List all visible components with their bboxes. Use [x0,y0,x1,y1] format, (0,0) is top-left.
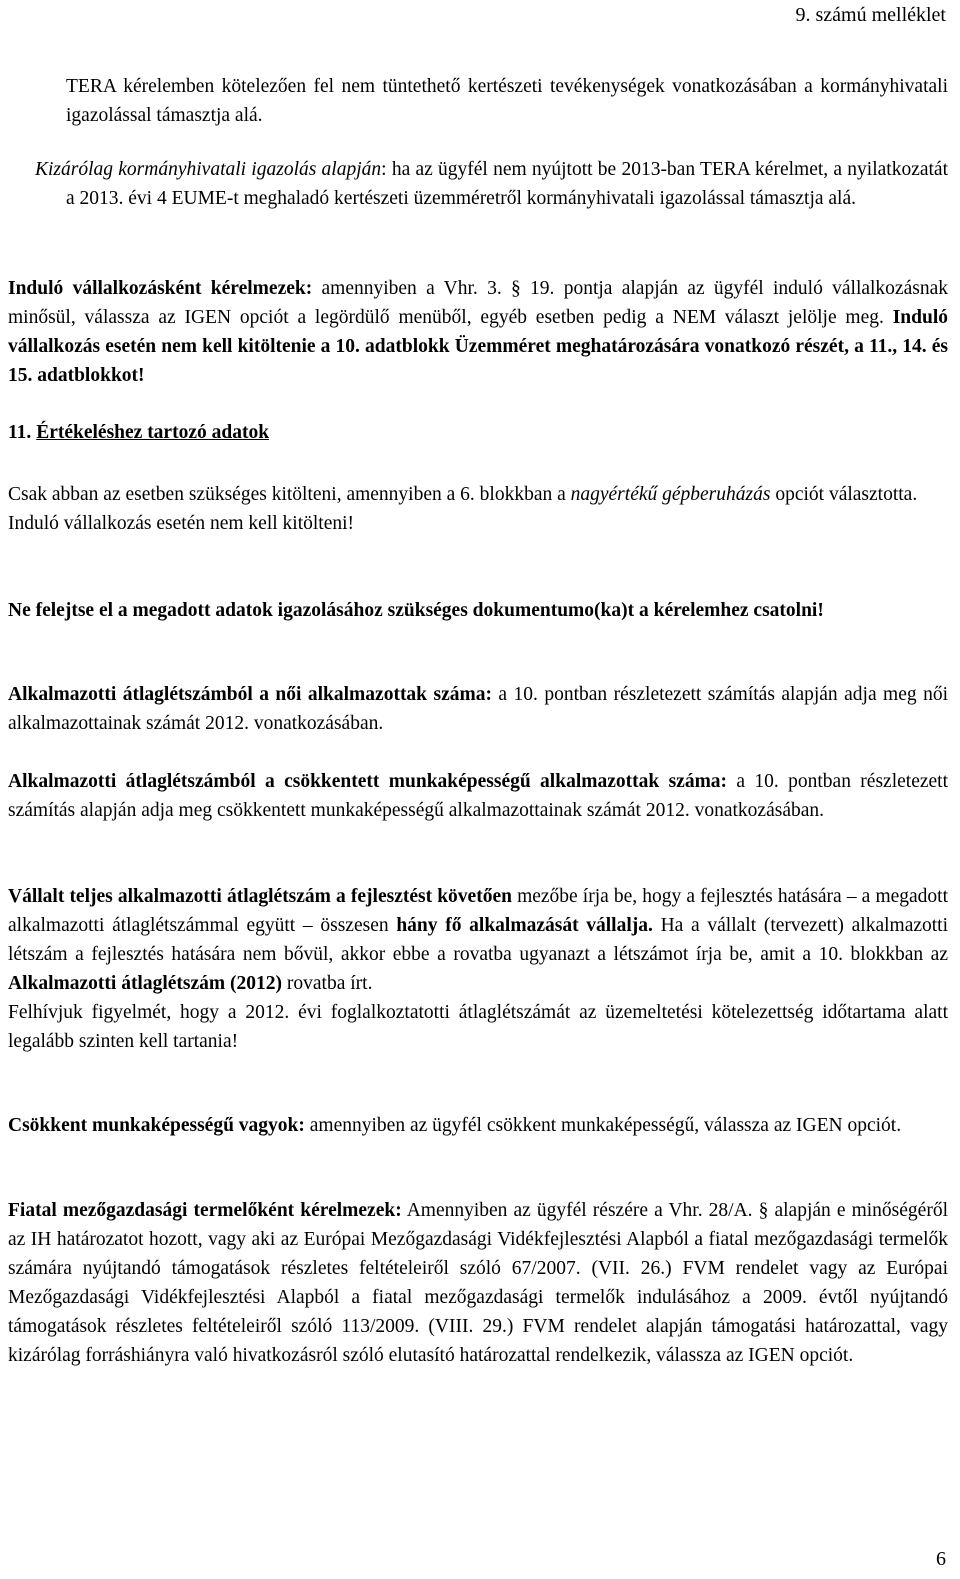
csak-italic: nagyértékű gépberuházás [570,484,771,505]
fiatal-bold: Fiatal mezőgazdasági termelőként kérelmezek: [8,1200,402,1221]
csokkent-vagyok-bold: Csökkent munkaképességű vagyok: [8,1115,305,1136]
csak-paragraph [8,480,948,538]
noi-paragraph [8,680,948,738]
section-title: Értékeléshez tartozó adatok [36,422,270,443]
vallalt-bold2: hány fő alkalmazását vállalja. [396,915,653,936]
csokkentett-paragraph [8,767,948,825]
csokkentett-text: a 10. pontban részletezett számítás alapján adja meg csökkentett munkaképességű alkalmazottainak számát 2012. vonatkozásában. [8,771,948,821]
vallalt-text2: Ha a vállalt (tervezett) alkalmazotti létszám a fejlesztés hatására nem bővül, akkor ebbe a rovatba ugyanazt a létszámot írja be, amit a 10. blokkban az [8,915,949,965]
section-heading [8,418,948,447]
annex-label: 9. számú melléklet [795,4,946,26]
indulo-bold-note: Induló vállalkozás esetén nem kell kitöltenie a 10. adatblokk Üzemméret meghatározására vonatkozó részét, a 11., 14. és 15. adatblokkot! [8,307,948,386]
noi-bold: Alkalmazotti átlaglétszámból a női alkalmazottak száma: [8,684,492,705]
noi-text: a 10. pontban részletezett számítás alapján adja meg női alkalmazottainak számát 2012. vonatkozásában. [8,684,948,734]
indulo-bold-lead: Induló vállalkozásként kérelmezek: [8,278,313,299]
kizarolag-paragraph [8,155,948,213]
page-number: 6 [936,1548,946,1570]
nefelejtse-text: Ne felejtse el a megadott adatok igazolásához szükséges dokumentumo(ka)t a kérelemhez csatolni! [8,600,824,621]
fiatal-paragraph [8,1196,948,1370]
csak-text2: opciót választotta. [770,484,918,505]
vallalt-bold3: Alkalmazotti átlaglétszám (2012) [8,973,283,994]
csokkentett-bold: Alkalmazotti átlaglétszámból a csökkentett munkaképességű alkalmazottak száma: [8,771,728,792]
csokkent-vagyok-paragraph [8,1111,948,1140]
kizarolag-rest: : ha az ügyfél nem nyújtott be 2013-ban TERA kérelmet, a nyilatkozatát a 2013. évi 4 EUME-t meghaladó kertészeti üzemméretről kormányhivatali igazolással támasztja alá. [66,159,948,209]
csak-text1: Csak abban az esetben szükséges kitölteni, amennyiben a 6. blokkban a [8,484,571,505]
indulo-text: amennyiben a Vhr. 3. § 19. pontja alapján az ügyfél induló vállalkozásnak minősül, válassza az IGEN opciót a legördülő menüből, egyéb esetben pedig a NEM választ jelölje meg. [8,278,948,328]
fiatal-text: Amennyiben az ügyfél részére a Vhr. 28/A. § alapján e minőségéről az IH határozatot hozott, vagy aki az Európai Mezőgazdasági Vidékfejlesztési Alapból a fiatal mezőgazdasági termelők számára nyújtandó támogatások részletes feltételeiről szóló 67/2007. (VII. 26.) FVM rendelet vagy az Európai Mezőgazdasági Vidékfejlesztési Alapból a fiatal mezőgazdasági termelők indulásához a 2009. évtől nyújtandó támogatások részletes feltételeiről szóló 113/2009. (VIII. 29.) FVM rendelet alapján támogatási határozattal, vagy kizárólag forráshiányra való hivatkozásról szóló elutasító határozattal rendelkezik, válassza az IGEN opciót. [8,1200,948,1366]
csokkent-vagyok-text: amennyiben az ügyfél csökkent munkaképességű, válassza az IGEN opciót. [304,1115,902,1136]
csak-line2: Induló vállalkozás esetén nem kell kitölteni! [8,513,355,534]
vallalt-bold1: Vállalt teljes alkalmazotti átlaglétszám a fejlesztést követően [8,886,512,907]
vallalt-text1: mezőbe írja be, hogy a fejlesztés hatására – a megadott alkalmazotti átlaglétszámmal együtt – összesen [8,886,949,936]
section-number: 11. [8,422,37,443]
tera-paragraph: TERA kérelemben kötelezően fel nem tüntethető kertészeti tevékenységek vonatkozásában a kormányhivatali igazolással támasztja alá. [66,76,948,126]
vallalt-paragraph [8,882,948,1056]
kizarolag-lead: Kizárólag kormányhivatali igazolás alapján [35,159,382,180]
vallalt-text3: rovatba írt. [282,973,373,994]
nefelejtse-paragraph [8,596,948,625]
indulo-paragraph [8,274,948,390]
vallalt-line2: Felhívjuk figyelmét, hogy a 2012. évi foglalkoztatotti átlaglétszámát az üzemeltetési kötelezettség időtartama alatt legalább szinten kell tartania! [8,1002,948,1052]
